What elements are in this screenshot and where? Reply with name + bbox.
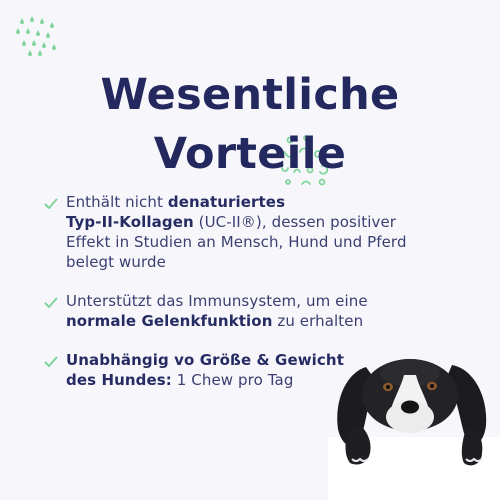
title-line-1: Wesentliche <box>100 70 400 120</box>
title-line-2: Vorteile <box>153 129 347 179</box>
check-icon <box>44 350 66 390</box>
benefit-text: Enthält nicht denaturiertes Typ-II-Kollagen (UC-II®), dessen positiver Effekt in Studien an Mensch, Hund und Pferd belegt wurde <box>66 193 407 271</box>
page-title <box>0 66 500 184</box>
benefit-text: Unabhängig vo Größe & Gewicht des Hundes: 1 Chew pro Tag <box>66 351 344 389</box>
benefit-item-collagen <box>44 192 407 272</box>
check-icon <box>44 192 66 272</box>
benefit-item-dosage <box>44 350 344 390</box>
dog-photo <box>328 355 500 500</box>
benefit-item-immune <box>44 291 368 331</box>
dots-pattern-icon <box>12 14 62 58</box>
benefit-text: Unterstützt das Immunsystem, um eine normale Gelenkfunktion zu erhalten <box>66 292 368 330</box>
check-icon <box>44 291 66 331</box>
